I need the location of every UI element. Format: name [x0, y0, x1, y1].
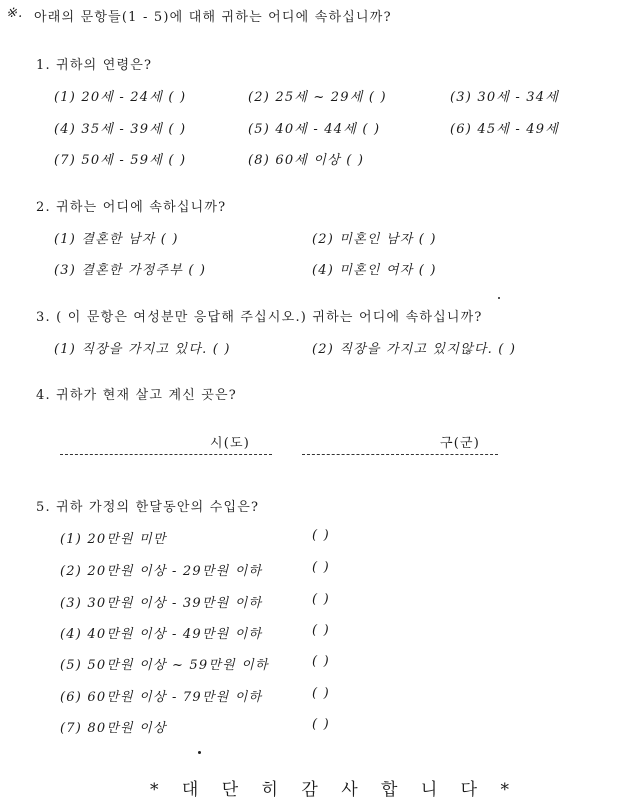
q3-option-2[interactable]: (2) 직장을 가지고 있지않다. ( )	[312, 342, 517, 357]
q1-option-4[interactable]: (4) 35세 - 39세 ( )	[54, 122, 187, 137]
q5-option-4-label: (4) 40만원 이상 - 49만원 이하	[60, 627, 263, 642]
q1-option-8[interactable]: (8) 60세 이상 ( )	[248, 153, 365, 168]
q1-option-6[interactable]: (6) 45세 - 49세	[450, 122, 560, 137]
scan-speck	[198, 751, 201, 754]
q5-option-1-box[interactable]: ( )	[312, 528, 330, 543]
q5-option-6-box[interactable]: ( )	[312, 686, 330, 701]
q3-option-1[interactable]: (1) 직장을 가지고 있다. ( )	[54, 342, 231, 357]
q5-option-4-box[interactable]: ( )	[312, 623, 330, 638]
scan-speck	[498, 297, 500, 299]
q5-option-5-label: (5) 50만원 이상 ~ 59만원 이하	[60, 658, 269, 673]
q4-city-input-line[interactable]	[60, 454, 272, 455]
q1-option-5[interactable]: (5) 40세 - 44세 ( )	[248, 122, 381, 137]
header-instruction: 아래의 문항들(1 - 5)에 대해 귀하는 어디에 속하십니까?	[34, 10, 392, 25]
footer-thanks: * 대 단 히 감 사 합 니 다 *	[150, 780, 519, 800]
q5-title: 5. 귀하 가정의 한달동안의 수입은?	[36, 500, 260, 515]
q3-title: 3. ( 이 문항은 여성분만 응답해 주십시오.) 귀하는 어디에 속하십니까?	[36, 310, 483, 325]
q1-option-3[interactable]: (3) 30세 - 34세	[450, 90, 560, 105]
q5-option-7-box[interactable]: ( )	[312, 717, 330, 732]
q4-title: 4. 귀하가 현재 살고 계신 곳은?	[36, 388, 237, 403]
q5-option-5-box[interactable]: ( )	[312, 654, 330, 669]
q4-district-label: 구(군)	[440, 436, 481, 451]
q1-option-1[interactable]: (1) 20세 - 24세 ( )	[54, 90, 187, 105]
q4-district-input-line[interactable]	[302, 454, 498, 455]
q4-city-label: 시(도)	[210, 436, 251, 451]
q5-option-2-box[interactable]: ( )	[312, 560, 330, 575]
q2-option-2[interactable]: (2) 미혼인 남자 ( )	[312, 232, 437, 247]
q5-option-6-label: (6) 60만원 이상 - 79만원 이하	[60, 690, 263, 705]
q1-title: 1. 귀하의 연령은?	[36, 58, 153, 73]
q1-option-7[interactable]: (7) 50세 - 59세 ( )	[54, 153, 187, 168]
q5-option-3-label: (3) 30만원 이상 - 39만원 이하	[60, 596, 263, 611]
q5-option-3-box[interactable]: ( )	[312, 592, 330, 607]
header-marker: ※.	[6, 6, 24, 21]
q2-option-1[interactable]: (1) 결혼한 남자 ( )	[54, 232, 179, 247]
q2-title: 2. 귀하는 어디에 속하십니까?	[36, 200, 227, 215]
q1-option-2[interactable]: (2) 25세 ~ 29세 ( )	[248, 90, 387, 105]
q5-option-7-label: (7) 80만원 이상	[60, 721, 167, 736]
q5-option-2-label: (2) 20만원 이상 - 29만원 이하	[60, 564, 263, 579]
q2-option-3[interactable]: (3) 결혼한 가정주부 ( )	[54, 263, 207, 278]
q5-option-1-label: (1) 20만원 미만	[60, 532, 167, 547]
q2-option-4[interactable]: (4) 미혼인 여자 ( )	[312, 263, 437, 278]
